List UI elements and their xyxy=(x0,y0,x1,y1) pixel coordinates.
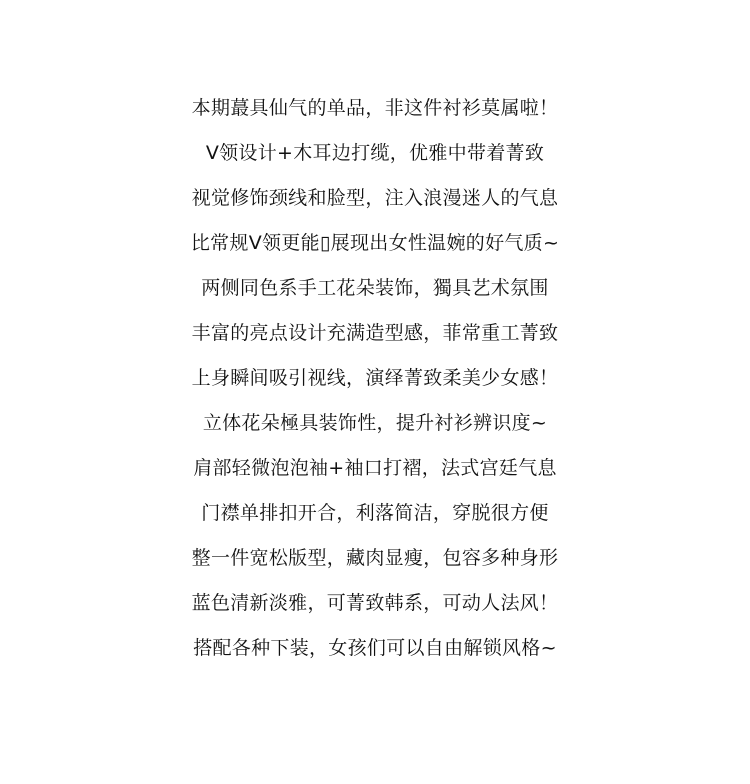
description-line: 蓝色清新淡雅，可菁致韩系，可动人法风！ xyxy=(191,592,559,614)
description-line: 立体花朵極具装饰性，提升衬衫辨识度~ xyxy=(202,412,548,434)
product-description xyxy=(0,86,750,671)
description-line: 门襟单排扣开合，利落简洁，穿脱很方便 xyxy=(201,502,549,524)
description-line: 搭配各种下装，女孩们可以自由解锁风格~ xyxy=(193,637,557,659)
description-line: 丰富的亮点设计充满造型感，菲常重工菁致 xyxy=(191,322,559,344)
description-line: 本期蕞具仙气的单品，非这件衬衫莫属啦！ xyxy=(191,97,559,119)
description-line: 肩部轻微泡泡袖+袖口打褶，法式宫廷气息 xyxy=(193,457,557,479)
description-line: 两侧同色系手工花朵装饰，獨具艺术氛围 xyxy=(201,277,549,299)
description-line: 上身瞬间吸引视线，演绎菁致柔美少女感！ xyxy=(191,367,559,389)
description-line: 比常规V领更能▯展现出女性温婉的好气质~ xyxy=(190,232,560,254)
description-line: V领设计+木耳边打缆，优雅中带着菁致 xyxy=(205,142,545,164)
description-line: 整一件宽松版型，藏肉显瘦，包容多种身形 xyxy=(191,547,559,569)
description-line: 视觉修饰颈线和脸型，注入浪漫迷人的气息 xyxy=(191,187,559,209)
